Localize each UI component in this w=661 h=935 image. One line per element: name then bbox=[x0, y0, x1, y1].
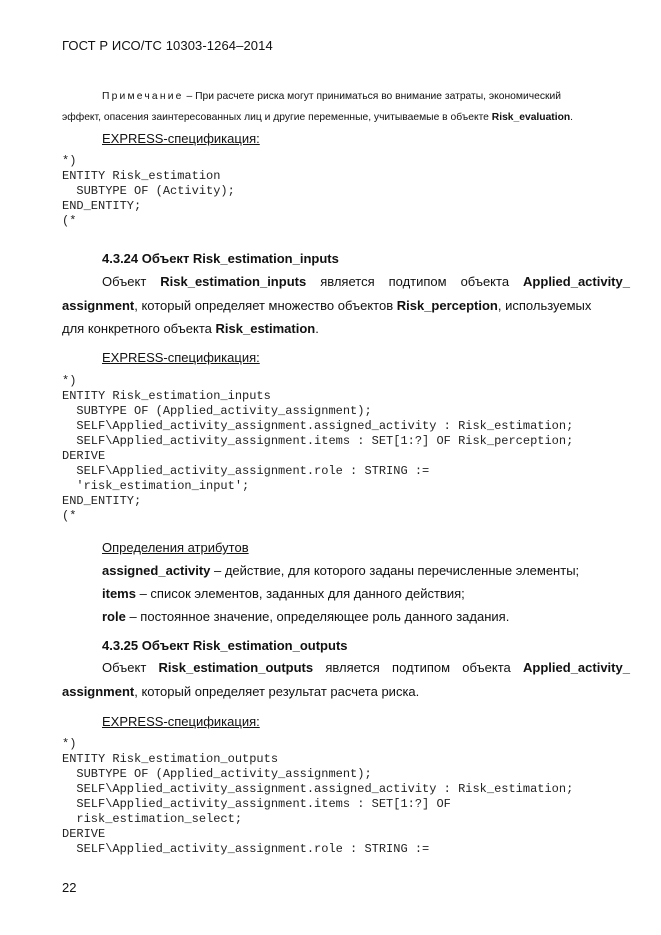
note-line-1 bbox=[62, 86, 630, 107]
code-block-1: *) ENTITY Risk_estimation SUBTYPE OF (Activity); END_ENTITY; (* bbox=[62, 154, 235, 228]
express-label-2: EXPRESS-спецификация: bbox=[102, 350, 260, 365]
express-label-3: EXPRESS-спецификация: bbox=[102, 714, 260, 729]
para-line-1: Объект Risk_estimation_inputs является подтипом объекта Applied_activity_ bbox=[102, 274, 630, 289]
note-dash: – bbox=[183, 91, 196, 102]
note-block bbox=[62, 86, 630, 128]
express-label-1: EXPRESS-спецификация: bbox=[102, 131, 260, 146]
paragraph-4-3-24 bbox=[62, 270, 630, 341]
attribute-item: assigned_activity – действие, для которого заданы перечисленные элементы; bbox=[102, 563, 580, 578]
note-bold-term: Risk_evaluation bbox=[491, 112, 571, 123]
para-line-3: для конкретного объекта Risk_estimation. bbox=[62, 321, 319, 336]
note-label: Примечание bbox=[102, 91, 184, 102]
para-line-2: assignment, который определяет множество объектов Risk_perception, используемых bbox=[62, 297, 592, 313]
para-line-1: Объект Risk_estimation_outputs является подтипом объекта Applied_activity_ bbox=[102, 660, 630, 675]
note-line1-text: При расчете риска могут приниматься во внимание затраты, экономический bbox=[195, 91, 561, 102]
paragraph-4-3-25 bbox=[62, 656, 630, 703]
attributes-title: Определения атрибутов bbox=[102, 540, 249, 555]
section-heading-4-3-25: 4.3.25 Объект Risk_estimation_outputs bbox=[102, 638, 348, 653]
code-block-2: *) ENTITY Risk_estimation_inputs SUBTYPE OF (Applied_activity_assignment); SELF\Applied_activity_assignment.assigned_activity : Risk_estimation; SELF\Applied_activity_assignment.items : SET[1:?] OF Risk_perception; DERIVE SELF\Applied_activity_assignment.role : STRING := 'risk_estimation_input'; END_ENTITY; (* bbox=[62, 374, 574, 523]
para-line-2: assignment, который определяет результат расчета риска. bbox=[62, 683, 420, 699]
attribute-item: items – список элементов, заданных для данного действия; bbox=[102, 586, 465, 601]
code-block-3: *) ENTITY Risk_estimation_outputs SUBTYPE OF (Applied_activity_assignment); SELF\Applied_activity_assignment.assigned_activity : Risk_estimation; SELF\Applied_activity_assignment.items : SET[1:?] OF risk_estimation_select; DERIVE SELF\Applied_activity_assignment.role : STRING := bbox=[62, 737, 574, 856]
attribute-item: role – постоянное значение, определяющее роль данного задания. bbox=[102, 609, 510, 624]
page-number: 22 bbox=[62, 880, 77, 895]
note-line-2: эффект, опасения заинтересованных лиц и другие переменные, учитываемые в объекте Risk_evaluation. bbox=[62, 112, 574, 123]
page-header: ГОСТ Р ИСО/ТС 10303-1264–2014 bbox=[62, 38, 273, 53]
section-heading-4-3-24: 4.3.24 Объект Risk_estimation_inputs bbox=[102, 251, 339, 266]
